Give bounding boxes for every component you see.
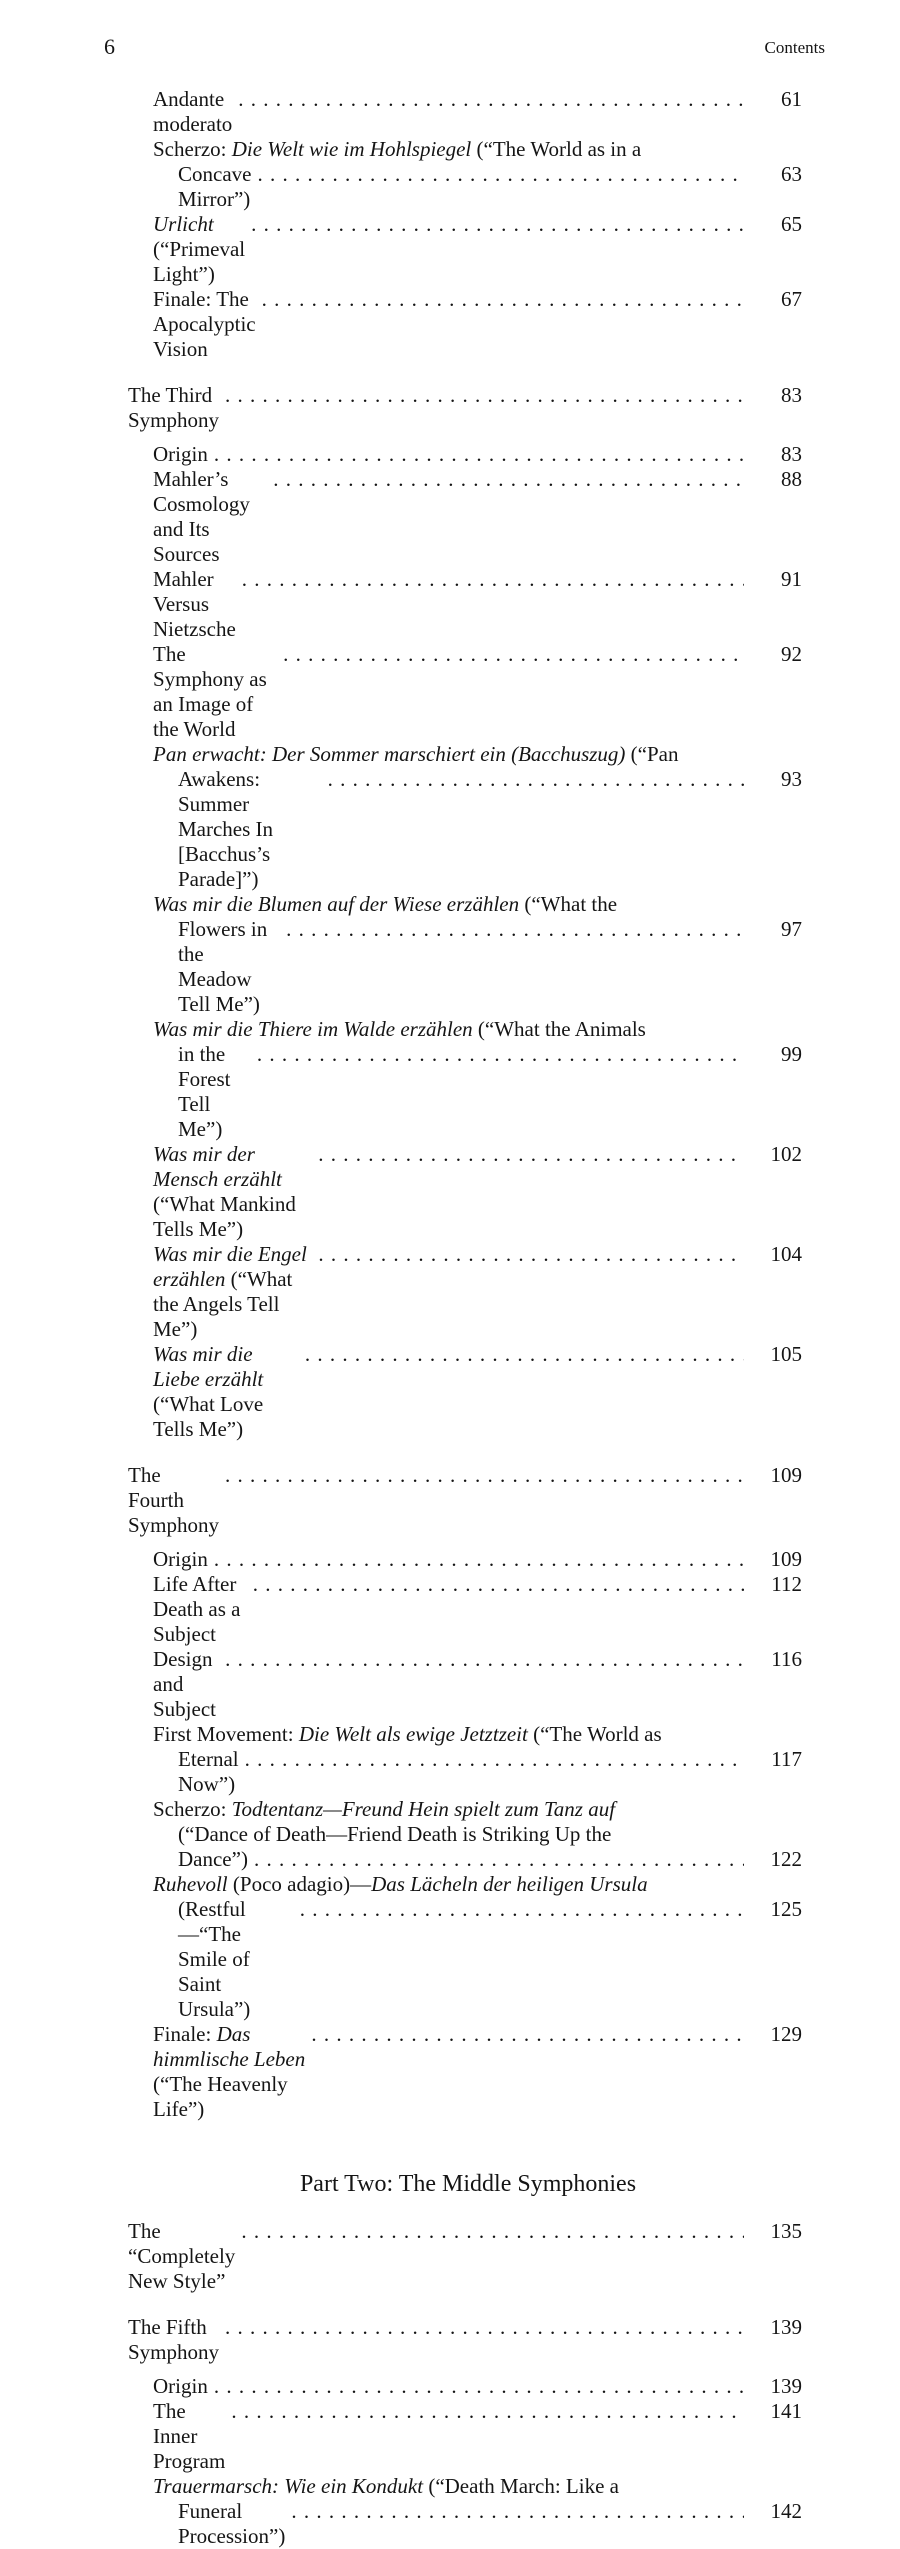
dot-leader bbox=[257, 1042, 744, 1067]
page-ref: 116 bbox=[771, 1647, 802, 1671]
dot-leader bbox=[283, 642, 744, 667]
dot-leader bbox=[257, 162, 744, 187]
page-ref: 109 bbox=[770, 1547, 802, 1571]
toc-chapter: The Fifth Symphony . . . 139 bbox=[128, 2315, 802, 2365]
page-ref: 99 bbox=[781, 1042, 802, 1066]
dot-leader bbox=[214, 1547, 744, 1572]
page-ref: 63 bbox=[781, 162, 802, 186]
toc-chapter: The Third Symphony . . . 83 bbox=[128, 383, 802, 433]
dot-leader bbox=[245, 1747, 744, 1772]
page-ref: 102 bbox=[770, 1142, 802, 1166]
page-ref: 93 bbox=[781, 767, 802, 791]
toc-entry: Origin . . . 139 bbox=[153, 2374, 802, 2399]
toc-chapter: The “Completely New Style” . . . 135 bbox=[128, 2219, 802, 2294]
page-ref: 141 bbox=[770, 2399, 802, 2423]
dot-leader bbox=[254, 1847, 744, 1872]
dot-leader bbox=[225, 2315, 744, 2340]
dot-leader bbox=[225, 383, 744, 408]
page-ref: 97 bbox=[781, 917, 802, 941]
page-ref: 135 bbox=[770, 2219, 802, 2243]
dot-leader bbox=[251, 212, 744, 237]
toc-entry: Design and Subject . . . 116 bbox=[153, 1647, 802, 1722]
page-ref: 122 bbox=[770, 1847, 802, 1871]
dot-leader bbox=[300, 1897, 744, 1922]
page-ref: 129 bbox=[770, 2022, 802, 2046]
dot-leader bbox=[241, 2219, 744, 2244]
page-ref: 109 bbox=[770, 1463, 802, 1487]
toc-entry: Was mir die Blumen auf der Wiese erzählen (“What the Flowers in the Meadow Tell Me”) . . . 97 bbox=[153, 892, 802, 1017]
page-ref: 117 bbox=[771, 1747, 802, 1771]
page-ref: 83 bbox=[781, 383, 802, 407]
toc-entry: Was mir die Liebe erzählt (“What Love Tells Me”) . . . 105 bbox=[153, 1342, 802, 1442]
dot-leader bbox=[328, 767, 744, 792]
toc-entry: Finale: Das himmlische Leben (“The Heavenly Life”) . . . 129 bbox=[153, 2022, 802, 2122]
toc-chapter: The Fourth Symphony . . . 109 bbox=[128, 1463, 802, 1538]
dot-leader bbox=[262, 287, 744, 312]
toc-entry: The Inner Program . . . 141 bbox=[153, 2399, 802, 2474]
dot-leader bbox=[291, 2499, 744, 2524]
page-ref: 83 bbox=[781, 442, 802, 466]
toc-entry: Pan erwacht: Der Sommer marschiert ein (Bacchuszug) (“Pan Awakens: Summer Marches In [Bacchus’s Parade]”) . . . 93 bbox=[153, 742, 802, 892]
running-head: Contents bbox=[764, 38, 825, 57]
dot-leader bbox=[253, 1572, 744, 1597]
dot-leader bbox=[225, 1463, 744, 1488]
page-ref: 88 bbox=[781, 467, 802, 491]
toc-entry: Life After Death as a Subject . . . 112 bbox=[153, 1572, 802, 1647]
dot-leader bbox=[286, 917, 744, 942]
toc-entry: Origin . . . 83 bbox=[153, 442, 802, 467]
dot-leader bbox=[305, 1342, 744, 1367]
toc-entry: Was mir der Mensch erzählt (“What Mankind Tells Me”) . . . 102 bbox=[153, 1142, 802, 1242]
page-ref: 92 bbox=[781, 642, 802, 666]
toc-entry: Urlicht (“Primeval Light”) . . . 65 bbox=[153, 212, 802, 287]
page-ref: 139 bbox=[770, 2315, 802, 2339]
part-heading: Part Two: The Middle Symphonies bbox=[299, 2171, 637, 2197]
toc-entry: Origin . . . 109 bbox=[153, 1547, 802, 1572]
dot-leader bbox=[242, 567, 744, 592]
dot-leader bbox=[225, 1647, 744, 1672]
dot-leader bbox=[318, 1142, 744, 1167]
dot-leader bbox=[214, 442, 744, 467]
toc-entry: Scherzo: Todtentanz—Freund Hein spielt zum Tanz auf (“Dance of Death—Friend Death is Striking Up the Dance”) . . . 122 bbox=[153, 1797, 802, 1872]
toc-entry: The Symphony as an Image of the World . . . 92 bbox=[153, 642, 802, 742]
page-ref: 104 bbox=[770, 1242, 802, 1266]
toc-entry: Was mir die Engel erzählen (“What the Angels Tell Me”) . . . 104 bbox=[153, 1242, 802, 1342]
dot-leader bbox=[231, 2399, 744, 2424]
page-ref: 65 bbox=[781, 212, 802, 236]
toc-entry: Scherzo: Die Welt wie im Hohlspiegel (“The World as in a Concave Mirror”) . . . 63 bbox=[153, 137, 802, 212]
dot-leader bbox=[273, 467, 744, 492]
dot-leader bbox=[238, 87, 744, 112]
page-ref: 125 bbox=[770, 1897, 802, 1921]
toc-entry: Mahler Versus Nietzsche . . . 91 bbox=[153, 567, 802, 642]
dot-leader bbox=[311, 2022, 744, 2047]
toc-entry: Finale: The Apocalyptic Vision . . . 67 bbox=[153, 287, 802, 362]
page-ref: 142 bbox=[770, 2499, 802, 2523]
page-ref: 112 bbox=[771, 1572, 802, 1596]
page-number: 6 bbox=[104, 34, 115, 59]
dot-leader bbox=[214, 2374, 744, 2399]
page-header bbox=[0, 34, 900, 64]
toc-entry: Was mir die Thiere im Walde erzählen (“What the Animals in the Forest Tell Me”) . . . 99 bbox=[153, 1017, 802, 1142]
page-ref: 67 bbox=[781, 287, 802, 311]
dot-leader bbox=[318, 1242, 744, 1267]
page-ref: 105 bbox=[770, 1342, 802, 1366]
page-ref: 139 bbox=[770, 2374, 802, 2398]
page-ref: 61 bbox=[781, 87, 802, 111]
toc-entry: Ruhevoll (Poco adagio)—Das Lächeln der heiligen Ursula (Restful—“The Smile of Saint Ursula”) . . . 125 bbox=[153, 1872, 802, 2022]
table-of-contents bbox=[0, 87, 900, 2549]
toc-entry: Trauermarsch: Wie ein Kondukt (“Death March: Like a Funeral Procession”) . . . 142 bbox=[153, 2474, 802, 2549]
page-ref: 91 bbox=[781, 567, 802, 591]
toc-entry: Mahler’s Cosmology and Its Sources . . . 88 bbox=[153, 467, 802, 567]
toc-entry: First Movement: Die Welt als ewige Jetztzeit (“The World as Eternal Now”) . . . 117 bbox=[153, 1722, 802, 1797]
toc-entry: Andante moderato . . . 61 bbox=[153, 87, 802, 137]
